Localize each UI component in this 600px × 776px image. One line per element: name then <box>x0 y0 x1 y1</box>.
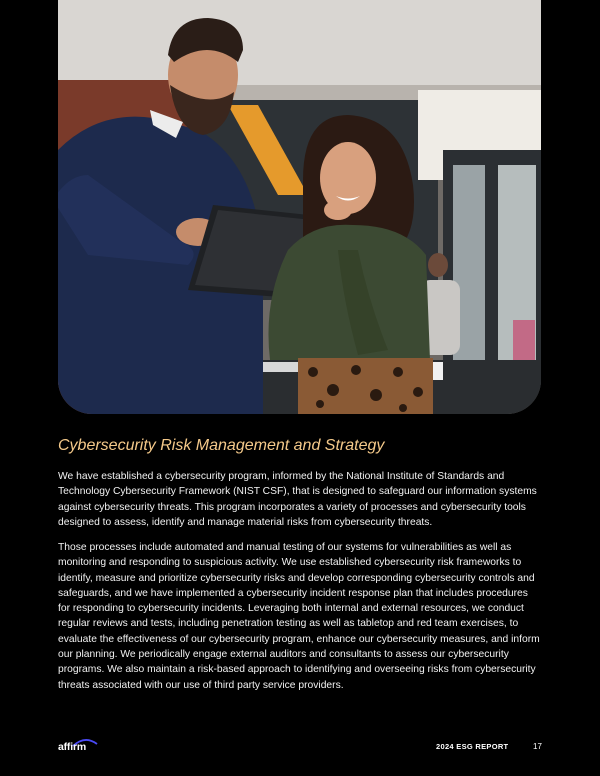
section-heading: Cybersecurity Risk Management and Strategy <box>58 437 385 454</box>
page-number: 17 <box>533 742 542 751</box>
affirm-logo <box>58 737 98 755</box>
hero-photo <box>58 0 541 414</box>
paragraph-processes: Those processes include automated and manual testing of our systems for vulnerabilities as well as monitoring and responding to suspicious activity. We use established cybersecurity risk frameworks to identify, measure and prioritize cybersecurity risks and develop corresponding cybersecurity controls and safeguards, and we have implemented a cybersecurity incident response plan that includes procedures for responding to cybersecurity incidents. Leveraging both internal and external resources, we conduct regular reviews and tests, including penetration testing as well as tabletop and red team exercises, to evaluate the effectiveness of our cybersecurity program, enhance our cybersecurity measures, and inform our planning. We periodically engage external auditors and consultants to assess our cybersecurity programs. We also maintain a risk-based approach to identifying and overseeing risks from cybersecurity threats associated with our use of third party service providers. <box>58 542 540 691</box>
report-label: 2024 ESG REPORT <box>436 742 509 751</box>
office-photo-illustration <box>58 0 541 414</box>
logo-wordmark: affirm <box>58 741 86 753</box>
paragraph-program: We have established a cybersecurity program, informed by the National Institute of Standards and Technology Cybersecurity Framework (NIST CSF), that is designed to safeguard our information systems against cybersecurity threats. This program incorporates a variety of processes and cybersecurity tools designed to assess, identify and manage material risks from cybersecurity threats. <box>58 471 537 528</box>
